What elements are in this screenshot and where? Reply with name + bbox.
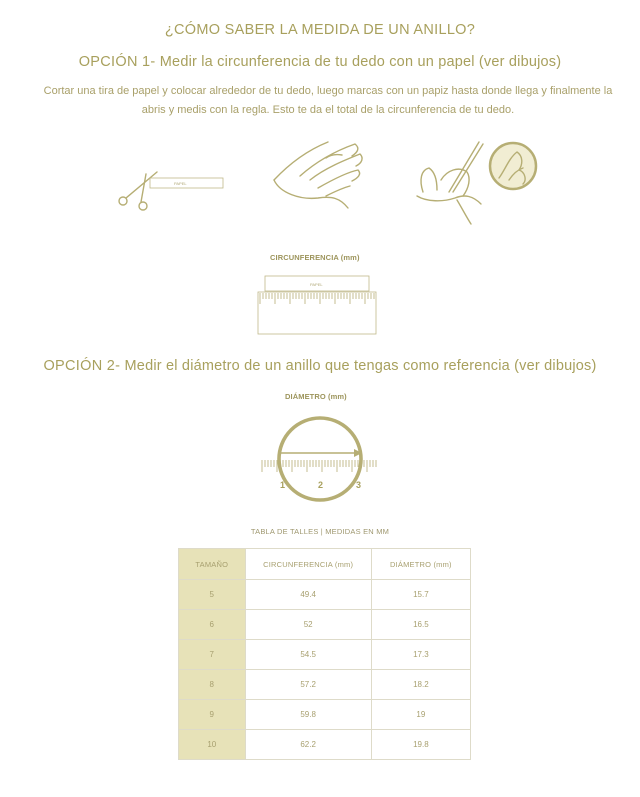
cell-size: 10 bbox=[179, 730, 246, 760]
table-row bbox=[179, 730, 471, 760]
hand-illustration bbox=[270, 138, 365, 218]
header-size: TAMAÑO bbox=[179, 549, 246, 580]
size-table bbox=[178, 548, 471, 760]
option-1-text: Medir la circunferencia de tu dedo con un papel (ver dibujos) bbox=[155, 54, 562, 70]
cell-diameter: 15.7 bbox=[371, 580, 470, 610]
option-1-label: OPCIÓN 1- bbox=[78, 54, 156, 70]
table-row bbox=[179, 670, 471, 700]
option-2-label: OPCIÓN 2- bbox=[43, 358, 121, 374]
ruler-paper-label: PAPEL bbox=[310, 282, 323, 287]
option-1-instructions: Cortar una tira de papel y colocar alrededor de tu dedo, luego marcas con un papiz hasta donde llega y finalmente la abris y medis con la regla. Esto te da el total de la circunferencia de tu dedo. bbox=[43, 85, 613, 116]
cell-size: 7 bbox=[179, 640, 246, 670]
paper-strip-label: PAPEL bbox=[174, 181, 187, 186]
scissors-paper-illustration bbox=[112, 168, 227, 218]
table-row bbox=[179, 700, 471, 730]
header-circumference: CIRCUNFERENCIA (mm) bbox=[245, 549, 371, 580]
cell-circumference: 54.5 bbox=[245, 640, 371, 670]
header-diameter: DIÁMETRO (mm) bbox=[371, 549, 470, 580]
cell-circumference: 57.2 bbox=[245, 670, 371, 700]
cell-diameter: 19.8 bbox=[371, 730, 470, 760]
option-2-heading bbox=[0, 358, 640, 374]
cell-diameter: 19 bbox=[371, 700, 470, 730]
cell-diameter: 18.2 bbox=[371, 670, 470, 700]
cell-size: 9 bbox=[179, 700, 246, 730]
option-2-text: Medir el diámetro de un anillo que tengas como referencia (ver dibujos) bbox=[120, 358, 597, 374]
cell-circumference: 59.8 bbox=[245, 700, 371, 730]
cell-diameter: 16.5 bbox=[371, 610, 470, 640]
cell-circumference: 49.4 bbox=[245, 580, 371, 610]
cell-size: 6 bbox=[179, 610, 246, 640]
circumference-label: CIRCUNFERENCIA (mm) bbox=[270, 253, 360, 262]
cell-circumference: 62.2 bbox=[245, 730, 371, 760]
size-table-caption: TABLA DE TALLES | MEDIDAS EN MM bbox=[250, 527, 390, 536]
circumference-ruler-illustration bbox=[250, 272, 380, 338]
table-row bbox=[179, 580, 471, 610]
diameter-label: DIÁMETRO (mm) bbox=[285, 392, 347, 401]
ruler-number-1: 1 bbox=[280, 480, 286, 490]
cell-circumference: 52 bbox=[245, 610, 371, 640]
pencil-marking-illustration bbox=[413, 140, 538, 225]
option-1-heading bbox=[0, 54, 640, 70]
cell-size: 8 bbox=[179, 670, 246, 700]
ruler-number-2: 2 bbox=[318, 480, 324, 490]
table-row bbox=[179, 610, 471, 640]
ruler-number-3: 3 bbox=[356, 480, 362, 490]
cell-diameter: 17.3 bbox=[371, 640, 470, 670]
table-row bbox=[179, 640, 471, 670]
page-title: ¿CÓMO SABER LA MEDIDA DE UN ANILLO? bbox=[164, 22, 476, 38]
diameter-ring-illustration bbox=[258, 414, 382, 506]
cell-size: 5 bbox=[179, 580, 246, 610]
magnifier-circle bbox=[490, 143, 536, 189]
table-header-row bbox=[179, 549, 471, 580]
